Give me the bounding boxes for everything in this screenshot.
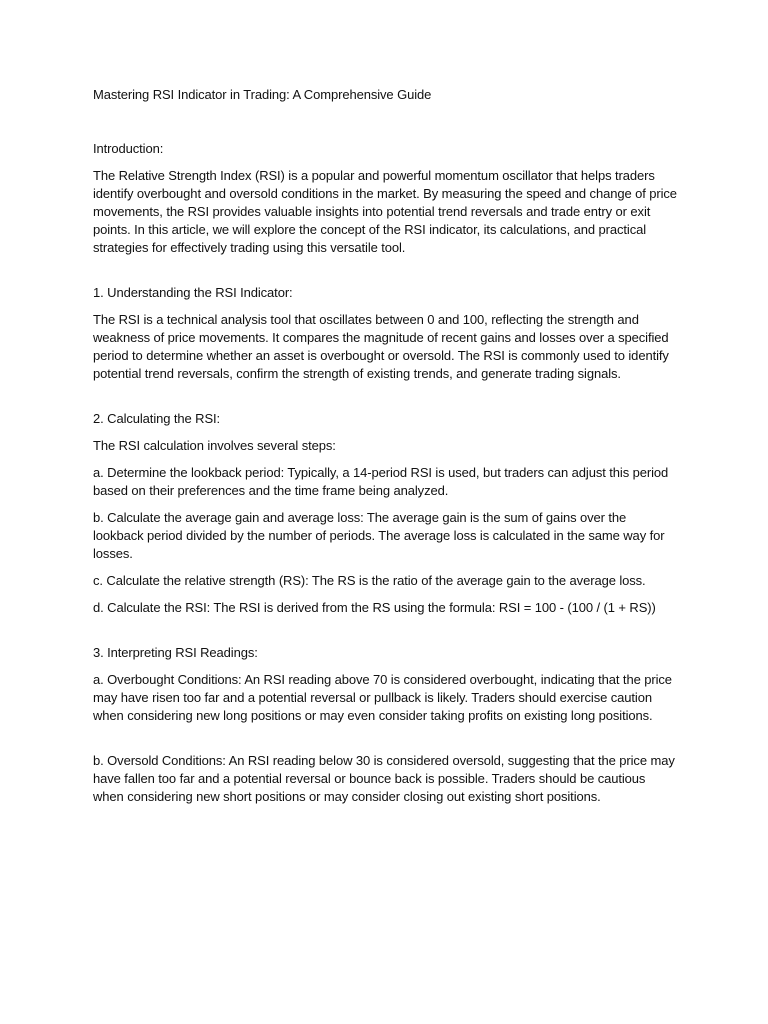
section-heading-calculating: 2. Calculating the RSI:	[93, 411, 221, 426]
document-title: Mastering RSI Indicator in Trading: A Comprehensive Guide	[93, 87, 432, 102]
section-heading-introduction: Introduction:	[93, 141, 164, 156]
interpretation-item-overbought: a. Overbought Conditions: An RSI reading above 70 is considered overbought, indicating that the price may have risen too far and a potential reversal or pullback is likely. Traders should exercise caution when considering new long positions or may even consider taking profits on existing long positions.	[93, 672, 672, 723]
section-interpreting-rsi	[93, 644, 679, 806]
paragraph-calculation-intro: The RSI calculation involves several steps:	[93, 438, 336, 453]
calculation-step: d. Calculate the RSI: The RSI is derived from the RS using the formula: RSI = 100 - (100 / (1 + RS))	[93, 600, 656, 615]
section-calculating-rsi	[93, 410, 679, 617]
paragraph-understanding: The RSI is a technical analysis tool that oscillates between 0 and 100, reflecting the strength and weakness of price movements. It compares the magnitude of recent gains and losses over a specified period to determine whether an asset is overbought or oversold. The RSI is commonly used to identify potential trend reversals, confirm the strength of existing trends, and generate trading signals.	[93, 312, 669, 381]
section-heading-interpreting: 3. Interpreting RSI Readings:	[93, 645, 258, 660]
document-body	[93, 86, 679, 806]
paragraph-introduction: The Relative Strength Index (RSI) is a popular and powerful momentum oscillator that helps traders identify overbought and oversold conditions in the market. By measuring the speed and change of price movements, the RSI provides valuable insights into potential trend reversals and trade entry or exit points. In this article, we will explore the concept of the RSI indicator, its calculations, and practical strategies for effectively trading using this versatile tool.	[93, 168, 677, 255]
calculation-step: c. Calculate the relative strength (RS): The RS is the ratio of the average gain to the average loss.	[93, 573, 646, 588]
interpretation-item-oversold: b. Oversold Conditions: An RSI reading below 30 is considered oversold, suggesting that the price may have fallen too far and a potential reversal or bounce back is possible. Traders should be cautious when considering new short positions or may consider closing out existing short positions.	[93, 753, 675, 804]
section-heading-understanding: 1. Understanding the RSI Indicator:	[93, 285, 293, 300]
calculation-step: b. Calculate the average gain and average loss: The average gain is the sum of gains over the lookback period divided by the number of periods. The average loss is calculated in the same way for losses.	[93, 510, 665, 561]
section-understanding-rsi	[93, 284, 679, 383]
calculation-step: a. Determine the lookback period: Typically, a 14-period RSI is used, but traders can adjust this period based on their preferences and the time frame being analyzed.	[93, 465, 669, 498]
section-introduction	[93, 140, 679, 257]
